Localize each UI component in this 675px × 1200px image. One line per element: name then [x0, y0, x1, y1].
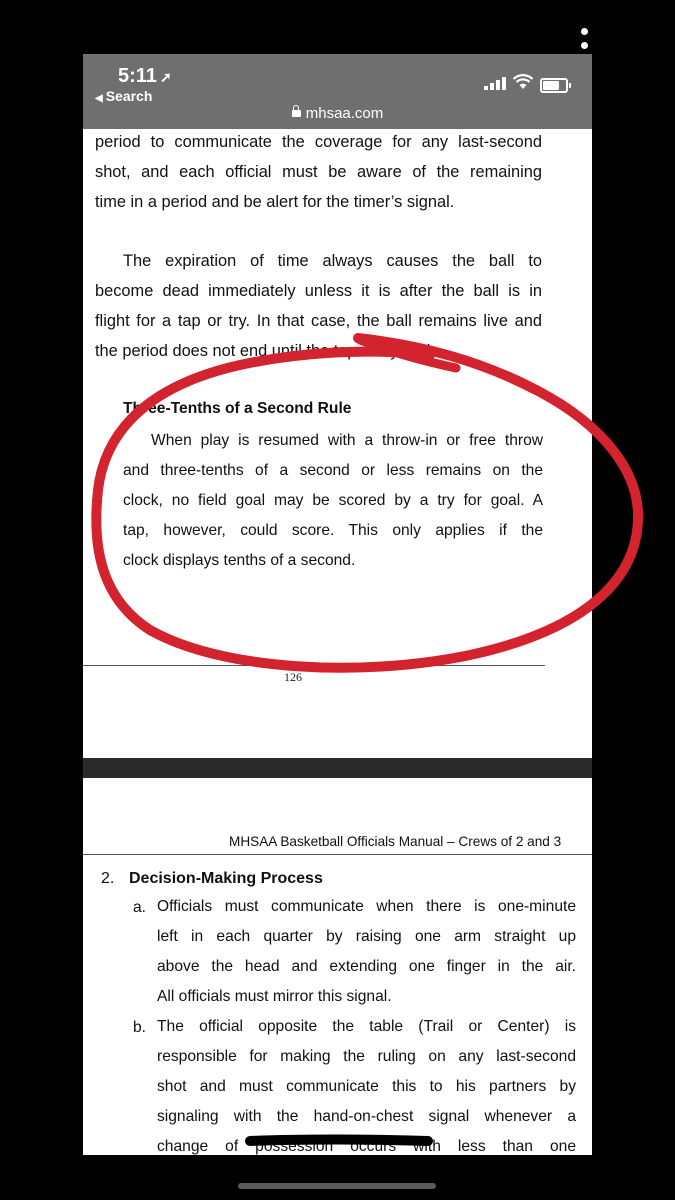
page-127: [83, 54, 592, 1155]
text-line: clock displays tenths of a second.: [123, 552, 356, 569]
text-line: shot, and each official must be aware of the remaining: [95, 163, 542, 181]
text-line: time in a period and be alert for the timer’s signal.: [95, 193, 455, 211]
running-header: MHSAA Basketball Officials Manual – Crews of 2 and 3: [229, 834, 562, 849]
text-line: The expiration of time always causes the ball to: [123, 252, 542, 270]
back-label: Search: [105, 88, 153, 104]
text-line: When play is resumed with a throw-in or free throw: [151, 432, 543, 449]
page-number: 126: [284, 670, 302, 684]
item-letter-b: b.: [133, 1019, 147, 1036]
text-line: and three-tenths of a second or less remains on the: [123, 462, 543, 479]
phone-screen: [83, 54, 592, 1155]
item-b-text: [157, 1012, 576, 1155]
text-line: clock, no field goal may be scored by a try for goal. A: [123, 492, 543, 509]
text-line: All officials must mirror this signal.: [157, 988, 392, 1005]
section-number: 2.: [101, 870, 115, 887]
text-line: tap, however, could score. This only applies if the: [123, 522, 543, 539]
text-line: responsible for making the ruling on any last-second: [157, 1048, 576, 1065]
url-text: mhsaa.com: [305, 105, 384, 122]
text-line: left in each quarter by raising one arm straight up: [157, 928, 576, 945]
text-line: above the head and extending one finger in the air.: [157, 958, 576, 975]
text-line: become dead immediately unless it is after the ball is in: [95, 282, 542, 300]
text-line: The official opposite the table (Trail or Center) is: [157, 1018, 576, 1035]
back-triangle-icon: ◀: [95, 93, 103, 104]
rule-heading: Three-Tenths of a Second Rule: [123, 400, 352, 417]
text-line: shot and must communicate this to his partners by: [157, 1078, 576, 1095]
text-line: flight for a tap or try. In that case, the ball remains live and: [95, 312, 542, 330]
item-letter-a: a.: [133, 899, 147, 916]
home-indicator[interactable]: [238, 1183, 436, 1189]
text-line: Officials must communicate when there is one-minute: [157, 898, 576, 915]
section-title: Decision-Making Process: [129, 870, 323, 887]
clock-time: 5:11: [118, 65, 157, 87]
text-line: change of possession occurs with less than one: [157, 1138, 576, 1155]
text-line: the period does not end until the tap or try ends.: [95, 342, 444, 360]
text-line: period to communicate the coverage for any last-second: [95, 133, 542, 151]
item-a-text: [157, 892, 576, 1012]
header-divider: [83, 854, 592, 855]
location-arrow-icon: ➚: [159, 69, 172, 85]
text-line: signaling with the hand-on-chest signal whenever a: [157, 1108, 576, 1125]
